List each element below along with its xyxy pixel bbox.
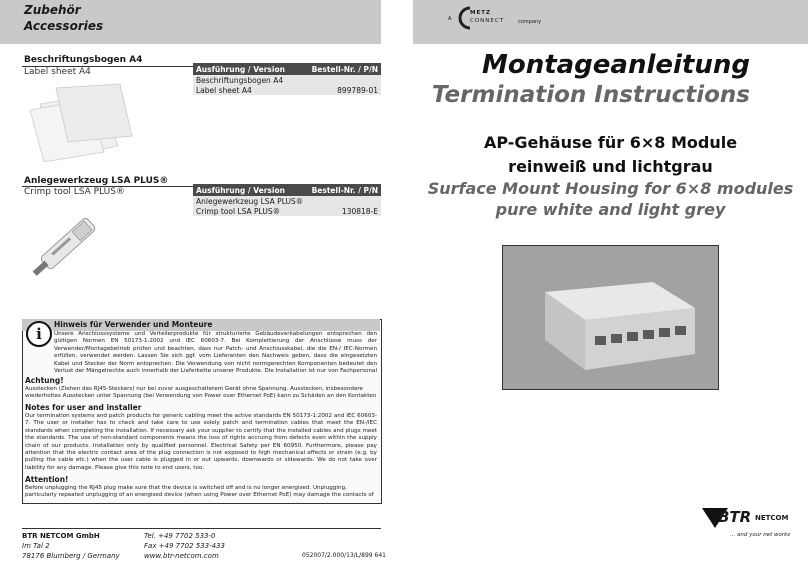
label-sheet-image xyxy=(22,82,142,162)
table-cell-pn: 130818-E xyxy=(300,206,381,216)
notice-text-en: Our termination systems and patch products for generic cabling meet the active standards EN 50173-1:2002 and IEC 60603-7. The user or installer has to check and take care to use solely patch and termination cables that meet the EN-/IEC standards when completing the installation. If necessary ask your supplier to certify that the installed cables and plugs meet the standards. The use of non-standard components means the loss of rights accruing from defects even within the supply chain of our products. Installation only by qualified personnel. Electrical Safety per EN 60950. Furthermore, please pay attention that the electric contact area of the plug connection is not exposed to high mechanical effects or strain (e.g. by pulling the cable etc.) when the user cable is plugged in or out upwards, downwards or sidewards. We do not take over liability for any damage. Please give this note to end users, too. xyxy=(25,413,377,471)
header-zubehoer: Zubehör xyxy=(24,3,81,17)
achtung-title: Achtung! xyxy=(25,376,64,385)
footer-doc-number: 052007/2.000/13/L/899 641 xyxy=(302,552,386,559)
crimp-tool-image xyxy=(28,200,108,290)
crimp-tool-subtitle: Crimp tool LSA PLUS® xyxy=(24,187,125,197)
label-sheet-title: Beschriftungsbogen A4 xyxy=(24,55,143,65)
btr-netcom-logo: BTR NETCOM ... and your net works xyxy=(700,505,800,545)
notice-title-en: Notes for user and installer xyxy=(25,403,142,412)
header-accessories: Accessories xyxy=(24,19,104,33)
title-termination-instructions: Termination Instructions xyxy=(431,82,750,108)
crimp-tool-title: Anlegewerkzeug LSA PLUS® xyxy=(24,176,169,186)
title-montageanleitung: Montageanleitung xyxy=(481,50,750,80)
footer-street: Im Tal 2 xyxy=(22,542,50,550)
crimp-tool-table xyxy=(193,184,381,216)
table-row: Crimp tool LSA PLUS® xyxy=(193,206,300,216)
footer-web[interactable]: www.btr-netcom.com xyxy=(144,552,219,560)
product-title-en-2: pure white and light grey xyxy=(495,200,726,219)
footer-company: BTR NETCOM GmbH xyxy=(22,532,100,540)
info-icon: i xyxy=(26,321,52,347)
table-row: Label sheet A4 xyxy=(193,85,300,95)
achtung-text: Ausstecken (Ziehen des RJ45-Steckers) nur bei zuvor ausgeschaltetem Gerät ohne Spannung. Ausstecken, insbesondere wiederholtes Ausstecken unter Spannung (bei Verwendung von Power over Ethernet PoE) kann zu Schäden an den Kontakten xyxy=(25,386,377,400)
product-photo xyxy=(502,245,719,390)
product-title-en-1: Surface Mount Housing for 6×8 modules xyxy=(427,179,794,198)
label-sheet-subtitle: Label sheet A4 xyxy=(24,67,91,77)
label-sheet-table xyxy=(193,63,381,95)
table-cell-pn: 899789-01 xyxy=(300,85,381,95)
footer-city: 78176 Blumberg / Germany xyxy=(22,552,120,560)
attention-title: Attention! xyxy=(25,475,69,484)
table-row: Anlegewerkzeug LSA PLUS® xyxy=(193,196,381,206)
footer-divider xyxy=(22,528,381,529)
table-row: Beschriftungsbogen A4 xyxy=(193,75,381,85)
product-title-de-1: AP-Gehäuse für 6×8 Module xyxy=(483,133,738,152)
table-header-pn: Bestell-Nr. / P/N xyxy=(300,184,381,196)
attention-text: Before unplugging the RJ45 plug make sure that the device is switched off and is no longer energised. Unplugging, particularly repeated unplugging of an energised device (when using Power over Ethernet PoE) may damage the contacts of xyxy=(25,485,374,499)
product-title-de-2: reinweiß und lichtgrau xyxy=(508,157,713,176)
footer-fax: Fax +49 7702 533-433 xyxy=(144,542,225,550)
housing-image xyxy=(503,246,718,389)
metz-connect-brand: A METZ CONNECT company xyxy=(448,6,598,30)
notice-text-de: Unsere Anschlusssysteme und Verteilerprodukte für strukturierte Gebäudeverkabelungen entsprechen den gültigen Normen EN 50173-1:2002 und IEC 60603-7. Bei Komplettierung der Anschlüsse muss der Verwender/Montagebetrieb prüfen und beachten, dass nur Patch- und Anschlusskabel, die die EN-/ IEC-Normen erfüllen, verwendet werden. Lassen Sie sich ggf. vom Lieferanten den Nachweis geben, dass die eingesetzten Kabel und Stecker der Norm entsprechen. Die Verwendung von nicht normgerechten Komponenten bedeutet den Verlust der Mängelrechte auch innerhalb der Lieferkette unserer Produkte. Die Installation ist nur von Fachpersonal xyxy=(54,331,377,375)
table-header-version: Ausführung / Version xyxy=(193,63,300,75)
footer-tel: Tel. +49 7702 533-0 xyxy=(144,532,216,540)
table-header-version: Ausführung / Version xyxy=(193,184,300,196)
table-header-pn: Bestell-Nr. / P/N xyxy=(300,63,381,75)
notice-title-de: Hinweis für Verwender und Monteure xyxy=(54,320,213,329)
